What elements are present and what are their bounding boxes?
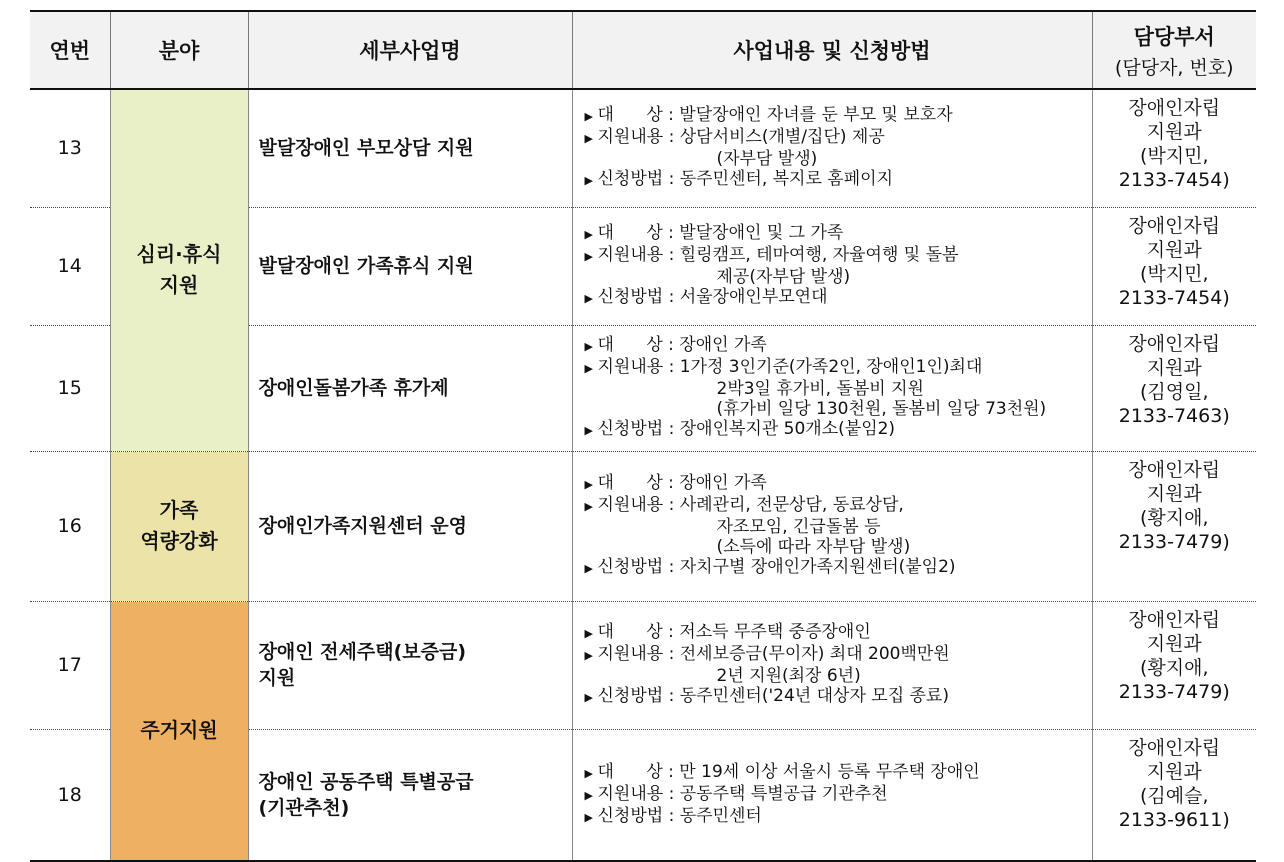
department-line: 2133-7479) (1118, 680, 1230, 703)
project-name (248, 729, 572, 861)
project-description (572, 325, 1092, 451)
description-continuation (585, 537, 1088, 557)
department-line: 장애인자립 (1128, 214, 1221, 237)
description-text: 신청방법 : 자치구별 장애인가족지원센터(붙임2) (597, 557, 956, 577)
department-line: 장애인자립 (1128, 736, 1221, 759)
bullet-triangle-icon: ▶ (584, 478, 593, 491)
department-line: (황지애, (1139, 506, 1209, 529)
description-line (585, 223, 1088, 245)
description-text: 지원내용 : 전세보증금(무이자) 최대 200백만원 (597, 644, 950, 664)
description-text: 신청방법 : 동주민센터 (597, 805, 762, 826)
project-description (572, 729, 1092, 861)
header-content: 사업내용 및 신청방법 (572, 11, 1092, 89)
row-number: 18 (30, 729, 110, 861)
description-line (585, 357, 1088, 379)
department-line: 2133-7454) (1118, 169, 1230, 191)
description-line (585, 169, 1088, 191)
header-no: 연번 (30, 11, 110, 89)
bullet-triangle-icon: ▶ (584, 362, 593, 375)
header-project: 세부사업명 (248, 11, 572, 89)
description-line (585, 473, 1088, 495)
bullet-triangle-icon: ▶ (584, 250, 593, 263)
department-line: 2133-7463) (1118, 404, 1230, 427)
project-description (572, 451, 1092, 601)
description-line (585, 495, 1088, 517)
program-table-wrapper (30, 10, 1256, 862)
description-line (585, 557, 1088, 579)
table-body (30, 89, 1256, 861)
description-text: 대 상 : 발달장애인 자녀를 둔 부모 및 보호자 (597, 105, 953, 126)
row-number: 15 (30, 325, 110, 451)
department-line: (김영일, (1139, 380, 1209, 403)
project-name (248, 325, 572, 451)
description-text: 지원내용 : 사례관리, 전문상담, 동료상담, (597, 495, 904, 515)
category-c1 (110, 89, 248, 451)
project-name-line: 장애인돌봄가족 휴가제 (258, 377, 449, 399)
header-dept-label: 담당부서 (1133, 24, 1215, 49)
description-text: (휴가비 일당 130천원, 돌봄비 일당 73천원) (716, 399, 1047, 419)
header-field: 분야 (110, 11, 248, 89)
department-line: 장애인자립 (1128, 97, 1221, 119)
bullet-triangle-icon: ▶ (584, 788, 593, 802)
description-line (585, 622, 1088, 644)
description-text: 지원내용 : 공동주택 특별공급 기관추천 (597, 783, 888, 804)
description-line (585, 419, 1088, 441)
description-text: (소득에 따라 자부담 발생) (716, 537, 911, 557)
department-line: 장애인자립 (1128, 458, 1221, 481)
bullet-triangle-icon: ▶ (584, 110, 593, 124)
description-continuation (585, 666, 1088, 686)
department-line: 지원과 (1146, 238, 1202, 261)
bullet-triangle-icon: ▶ (584, 627, 593, 640)
project-name-line: 발달장애인 부모상담 지원 (258, 137, 474, 160)
description-line (585, 784, 1088, 806)
description-continuation (585, 399, 1088, 419)
bullet-triangle-icon: ▶ (584, 766, 593, 780)
department-contact (1092, 207, 1256, 325)
description-text: 대 상 : 발달장애인 및 그 가족 (597, 223, 844, 243)
department-contact (1092, 325, 1256, 451)
description-line (585, 245, 1088, 267)
description-line (585, 127, 1088, 149)
project-description (572, 89, 1092, 207)
bullet-triangle-icon: ▶ (584, 500, 593, 513)
bullet-triangle-icon: ▶ (584, 340, 593, 353)
bullet-triangle-icon: ▶ (584, 228, 593, 241)
department-line: (박지민, (1139, 145, 1209, 167)
category-label-line: 심리·휴식 (136, 242, 222, 267)
department-line: 지원과 (1146, 632, 1202, 655)
description-text: 제공(자부담 발생) (716, 267, 851, 287)
project-name (248, 601, 572, 729)
description-line (585, 105, 1088, 127)
project-name-line: 지원 (258, 667, 296, 689)
description-line (585, 335, 1088, 357)
department-line: (박지민, (1139, 262, 1209, 285)
row-number: 14 (30, 207, 110, 325)
department-contact (1092, 729, 1256, 861)
department-line: 2133-7454) (1118, 286, 1230, 309)
table-row (30, 601, 1256, 729)
project-name (248, 89, 572, 207)
description-text: 지원내용 : 1가정 3인기준(가족2인, 장애인1인)최대 (597, 357, 983, 377)
project-description (572, 207, 1092, 325)
description-continuation (585, 267, 1088, 287)
description-text: 신청방법 : 서울장애인부모연대 (597, 287, 828, 307)
department-contact (1092, 451, 1256, 601)
category-label-line: 역량강화 (140, 529, 218, 553)
bullet-triangle-icon: ▶ (584, 649, 593, 662)
project-name (248, 207, 572, 325)
category-c2 (110, 451, 248, 601)
bullet-triangle-icon: ▶ (584, 174, 593, 188)
description-continuation (585, 517, 1088, 537)
project-name-line: 발달장애인 가족휴식 지원 (258, 255, 474, 277)
description-text: 지원내용 : 힐링캠프, 테마여행, 자율여행 및 돌봄 (597, 245, 959, 265)
bullet-triangle-icon: ▶ (584, 132, 593, 146)
program-table (30, 10, 1256, 862)
project-description (572, 601, 1092, 729)
department-line: 2133-9611) (1118, 808, 1230, 831)
description-text: 대 상 : 장애인 가족 (597, 335, 767, 355)
bullet-triangle-icon: ▶ (584, 424, 593, 437)
description-text: 신청방법 : 장애인복지관 50개소(붙임2) (597, 419, 896, 439)
department-contact (1092, 601, 1256, 729)
department-line: 장애인자립 (1128, 332, 1221, 355)
table-row (30, 89, 1256, 207)
description-text: 대 상 : 저소득 무주택 중증장애인 (597, 622, 871, 642)
description-text: 지원내용 : 상담서비스(개별/집단) 제공 (597, 127, 885, 148)
description-text: 자조모임, 긴급돌봄 등 (716, 517, 881, 537)
description-line (585, 287, 1088, 309)
table-header-row (30, 11, 1256, 89)
description-continuation (585, 149, 1088, 169)
bullet-triangle-icon: ▶ (584, 691, 593, 704)
description-text: 2박3일 휴가비, 돌봄비 지원 (716, 379, 924, 399)
project-name-line: 장애인 전세주택(보증금) (258, 641, 467, 663)
row-number: 13 (30, 89, 110, 207)
row-number: 17 (30, 601, 110, 729)
bullet-triangle-icon: ▶ (584, 810, 593, 824)
project-name-line: 장애인 공동주택 특별공급 (258, 770, 474, 793)
description-line (585, 686, 1088, 708)
description-continuation (585, 379, 1088, 399)
department-line: (김예슬, (1139, 784, 1209, 807)
project-name-line: (기관추천) (258, 796, 350, 819)
category-c3 (110, 601, 248, 861)
bullet-triangle-icon: ▶ (584, 562, 593, 575)
header-dept-sublabel: (담당자, 번호) (1114, 56, 1234, 79)
bullet-triangle-icon: ▶ (584, 292, 593, 305)
department-line: 지원과 (1146, 760, 1202, 783)
project-name (248, 451, 572, 601)
project-name-line: 장애인가족지원센터 운영 (258, 515, 468, 537)
category-label-line: 가족 (159, 498, 199, 522)
description-text: 2년 지원(최장 6년) (716, 666, 861, 686)
category-label-line: 주거지원 (140, 718, 218, 743)
department-line: 지원과 (1146, 482, 1202, 505)
department-line: 장애인자립 (1128, 608, 1221, 631)
department-line: 지원과 (1146, 356, 1202, 379)
description-line (585, 806, 1088, 828)
description-text: 대 상 : 장애인 가족 (597, 473, 767, 493)
description-line (585, 762, 1088, 784)
table-row (30, 451, 1256, 601)
description-line (585, 644, 1088, 666)
department-line: 지원과 (1146, 121, 1202, 143)
department-line: (황지애, (1139, 656, 1209, 679)
description-text: 신청방법 : 동주민센터, 복지로 홈페이지 (597, 169, 893, 190)
department-contact (1092, 89, 1256, 207)
category-label-line: 지원 (159, 273, 199, 298)
header-dept (1092, 11, 1256, 89)
department-line: 2133-7479) (1118, 530, 1230, 553)
description-text: 신청방법 : 동주민센터('24년 대상자 모집 종료) (597, 686, 949, 706)
row-number: 16 (30, 451, 110, 601)
description-text: 대 상 : 만 19세 이상 서울시 등록 무주택 장애인 (597, 761, 980, 782)
description-text: (자부담 발생) (716, 149, 818, 170)
